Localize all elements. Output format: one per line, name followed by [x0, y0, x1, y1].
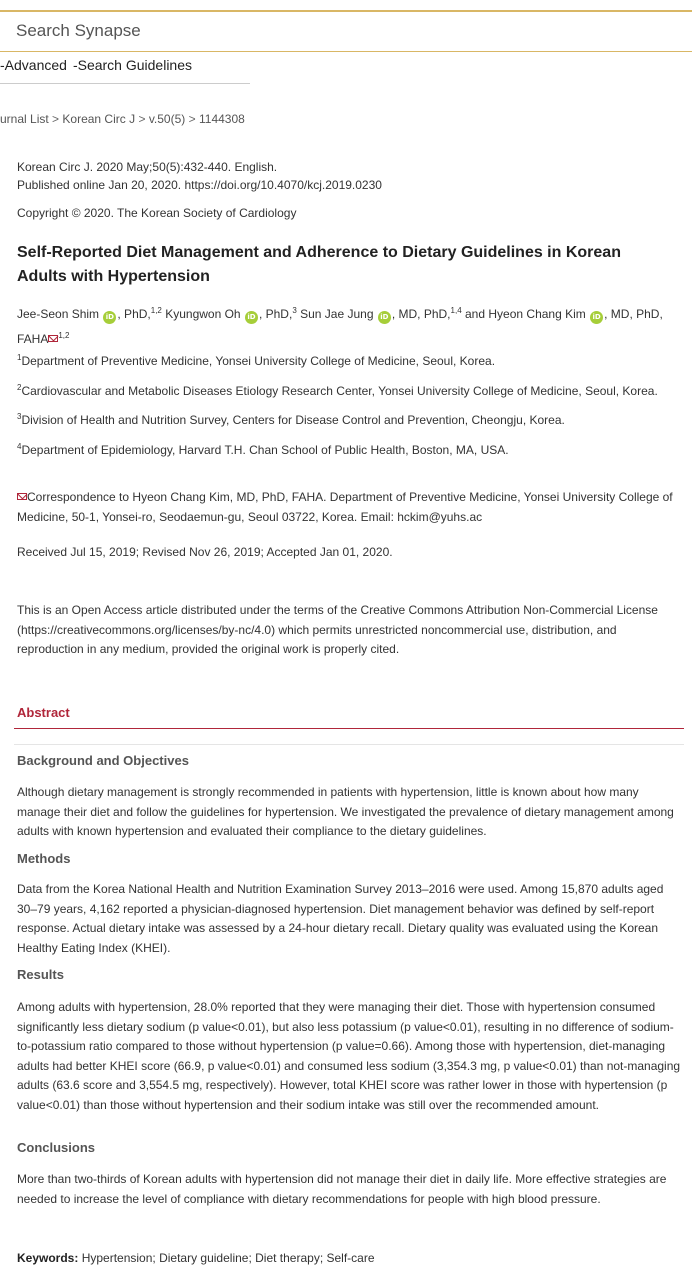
- breadcrumb-separator: >: [138, 112, 146, 126]
- breadcrumb-volume[interactable]: v.50(5): [148, 112, 186, 126]
- affiliation-number: 1: [17, 353, 22, 362]
- abstract-section-heading: Background and Objectives: [17, 753, 189, 768]
- abstract-section-heading: Results: [17, 967, 64, 982]
- author-affiliation-sup: 1,2: [58, 331, 70, 340]
- breadcrumb-separator: >: [52, 112, 60, 126]
- affiliation-text: Department of Epidemiology, Harvard T.H. Chan School of Public Health, Boston, MA, USA.: [21, 443, 509, 457]
- search-input[interactable]: [14, 20, 658, 42]
- abstract-section-heading: Methods: [17, 851, 71, 866]
- author-name[interactable]: Hyeon Chang Kim: [488, 307, 586, 321]
- search-guidelines-link[interactable]: -Search Guidelines: [72, 57, 192, 73]
- breadcrumb-article-id: 1144308: [198, 112, 245, 126]
- affiliation-text: Cardiovascular and Metabolic Diseases Etiology Research Center, Yonsei University College of Medicine, Seoul, Korea.: [21, 384, 658, 398]
- keywords: [17, 1251, 375, 1265]
- author-degree: , MD, PhD,: [391, 307, 451, 321]
- affiliation-number: 4: [17, 442, 22, 451]
- author-affiliation-sup: 3: [292, 306, 297, 315]
- citation: Korean Circ J. 2020 May;50(5):432-440. English.: [17, 160, 278, 174]
- affiliation-number: 2: [17, 383, 22, 392]
- affiliation: [17, 442, 509, 457]
- orcid-icon[interactable]: iD: [103, 311, 116, 324]
- author-name[interactable]: Kyungwon Oh: [165, 307, 241, 321]
- abstract-subdivider: [14, 744, 684, 745]
- abstract-section-text: Data from the Korea National Health and Nutrition Examination Survey 2013–2016 were used. Among 15,870 adults aged 30–79 years, 4,162 reported a physician-diagnosed hypertension. Diet management behavior was defined by self-report response. Actual dietary intake was assessed by a 24-hour dietary recall. Dietary quality was evaluated using the Korean Healthy Eating Index (KHEI).: [17, 882, 664, 955]
- author-list: [17, 300, 677, 350]
- abstract-divider: [14, 728, 684, 729]
- orcid-icon[interactable]: iD: [590, 311, 603, 324]
- and-text: and: [465, 307, 486, 321]
- abstract-section-text: More than two-thirds of Korean adults with hypertension did not manage their diet in daily life. More effective strategies are needed to increase the level of compliance with dietary recommendations for people with high blood pressure.: [17, 1172, 667, 1206]
- abstract-section-text: Among adults with hypertension, 28.0% reported that they were managing their diet. Those with hypertension consumed significantly less dietary sodium (p value<0.01), but also less potassium (p value<0.01), resulting in no difference of sodium-to-potassium ratio compared to those without hypertension (p value=0.66). Among those with hypertension, diet-managing adults had better KHEI score (66.9, p value<0.01) and consumed less sodium (3,354.3 mg, p value<0.01) than not-managing adults (63.6 score and 3,554.5 mg, respectively). However, total KHEI score was rather lower in those with hypertension (p value<0.01) than those without hypertension and their sodium intake was still over the recommended amount.: [17, 1000, 681, 1112]
- search-links: [0, 57, 250, 84]
- orcid-icon[interactable]: iD: [245, 311, 258, 324]
- abstract-section-text: Although dietary management is strongly recommended in patients with hypertension, little is known about how many manage their diet and follow the guidelines for hypertension. We investigated the prevalence of dietary management among adults with known hypertension and evaluated their compliance to the dietary guidelines.: [17, 785, 674, 838]
- affiliation-number: 3: [17, 412, 22, 421]
- author-degree: , PhD,: [258, 307, 293, 321]
- breadcrumb-journal-list[interactable]: urnal List: [0, 112, 49, 126]
- author-suffix: FAHA: [17, 332, 49, 346]
- search-bar: [0, 14, 692, 52]
- author-degree: , MD, PhD,: [604, 307, 663, 321]
- author-name[interactable]: Sun Jae Jung: [300, 307, 374, 321]
- advanced-search-link[interactable]: -Advanced: [0, 57, 67, 73]
- author-degree: , PhD,: [117, 307, 151, 321]
- abstract-heading: Abstract: [17, 705, 70, 720]
- copyright: Copyright © 2020. The Korean Society of Cardiology: [17, 206, 297, 220]
- keywords-text: Hypertension; Dietary guideline; Diet therapy; Self-care: [81, 1251, 375, 1265]
- article-title: Self-Reported Diet Management and Adherence to Dietary Guidelines in Korean Adults with Hypertension: [17, 244, 621, 285]
- author-affiliation-sup: 1,4: [450, 306, 462, 315]
- author-name[interactable]: Jee-Seon Shim: [17, 307, 100, 321]
- affiliation-text: Department of Preventive Medicine, Yonsei University College of Medicine, Seoul, Korea.: [21, 354, 496, 368]
- orcid-icon[interactable]: iD: [378, 311, 391, 324]
- mail-icon: [17, 493, 27, 500]
- breadcrumb-journal[interactable]: Korean Circ J: [62, 112, 136, 126]
- abstract-section-heading: Conclusions: [17, 1140, 96, 1155]
- top-accent-line: [0, 10, 692, 12]
- affiliation: [17, 383, 658, 398]
- license-text: This is an Open Access article distributed under the terms of the Creative Commons Attribution Non-Commercial License (https://creativecommons.org/licenses/by-nc/4.0) which permits unrestricted noncommercial use, distribution, and reproduction in any medium, provided the original work is properly cited.: [17, 603, 658, 656]
- affiliation: [17, 353, 495, 368]
- affiliation: [17, 412, 565, 427]
- breadcrumb: [0, 112, 245, 126]
- published-info: Published online Jan 20, 2020. https://doi.org/10.4070/kcj.2019.0230: [17, 178, 382, 192]
- author-affiliation-sup: 1,2: [150, 306, 162, 315]
- breadcrumb-separator: >: [188, 112, 196, 126]
- mail-icon[interactable]: [48, 335, 58, 342]
- affiliation-text: Division of Health and Nutrition Survey, Centers for Disease Control and Prevention, Cheongju, Korea.: [21, 413, 565, 427]
- keywords-label: Keywords:: [17, 1251, 79, 1265]
- correspondence-text: Correspondence to Hyeon Chang Kim, MD, PhD, FAHA. Department of Preventive Medicine, Yonsei University College of Medicine, 50-1, Yonsei-ro, Seodaemun-gu, Seoul 03722, Korea. Email: hckim@yuhs.ac: [17, 490, 673, 524]
- correspondence: [17, 488, 681, 527]
- article-dates: Received Jul 15, 2019; Revised Nov 26, 2019; Accepted Jan 01, 2020.: [17, 545, 393, 559]
